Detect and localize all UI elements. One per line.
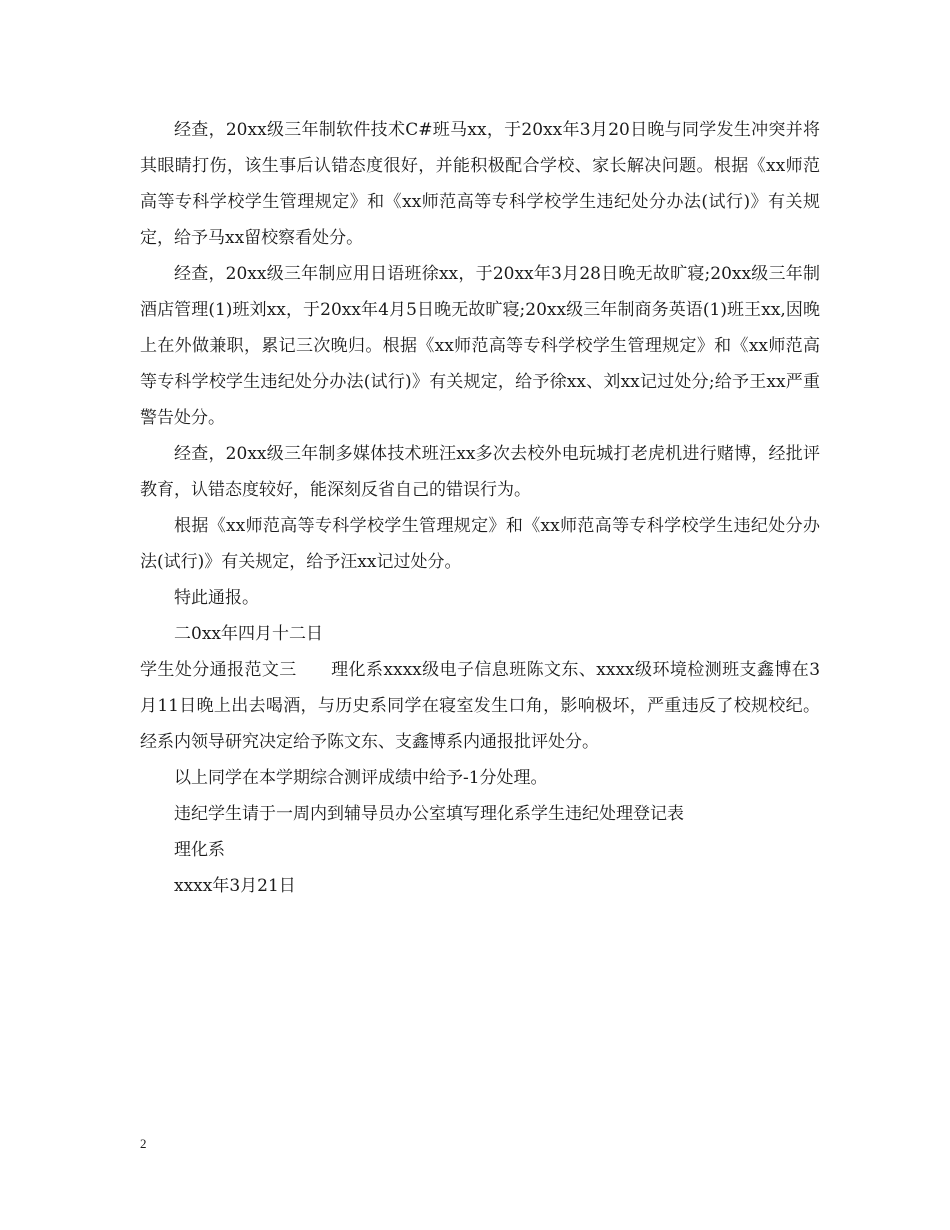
date-line: 二0xx年四月十二日 bbox=[174, 624, 323, 644]
page-number: 2 bbox=[140, 1136, 147, 1151]
closing-paragraph-1: 以上同学在本学期综合测评成绩中给予-1分处理。 bbox=[174, 768, 548, 788]
paragraph-4: 根据《xx师范高等专科学校学生管理规定》和《xx师范高等专科学校学生违纪处分办法(试行)》有关规定，给予汪xx记过处分。 bbox=[140, 516, 820, 572]
paragraph-3: 经查，20xx级三年制多媒体技术班汪xx多次去校外电玩城打老虎机进行赌博，经批评教育，认错态度较好，能深刻反省自己的错误行为。 bbox=[140, 444, 820, 500]
signature-date: xxxx年3月21日 bbox=[174, 876, 296, 896]
section-body: 理化系xxxx级电子信息班陈文东、xxxx级环境检测班支鑫博在3月11日晚上出去喝酒，与历史系同学在寝室发生口角，影响极坏，严重违反了校规校纪。经系内领导研究决定给予陈文东、支鑫博系内通报批评处分。 bbox=[140, 660, 821, 752]
paragraph-5: 特此通报。 bbox=[174, 588, 259, 608]
closing-paragraph-2: 违纪学生请于一周内到辅导员办公室填写理化系学生违纪处理登记表 bbox=[174, 804, 684, 824]
paragraph-1: 经查，20xx级三年制软件技术C#班马xx，于20xx年3月20日晚与同学发生冲突并将其眼睛打伤，该生事后认错态度很好，并能积极配合学校、家长解决问题。根据《xx师范高等专科学校学生管理规定》和《xx师范高等专科学校学生违纪处分办法(试行)》有关规定，给予马xx留校察看处分。 bbox=[140, 120, 820, 248]
section-heading: 学生处分通报范文三 bbox=[140, 660, 297, 680]
signature-department: 理化系 bbox=[174, 840, 225, 860]
document-body bbox=[140, 112, 820, 904]
paragraph-2: 经查，20xx级三年制应用日语班徐xx，于20xx年3月28日晚无故旷寝;20xx级三年制酒店管理(1)班刘xx，于20xx年4月5日晚无故旷寝;20xx级三年制商务英语(1)班王xx,因晚上在外做兼职，累记三次晚归。根据《xx师范高等专科学校学生管理规定》和《xx师范高等专科学校学生违纪处分办法(试行)》有关规定，给予徐xx、刘xx记过处分;给予王xx严重警告处分。 bbox=[140, 264, 820, 428]
section-paragraph bbox=[140, 652, 820, 760]
